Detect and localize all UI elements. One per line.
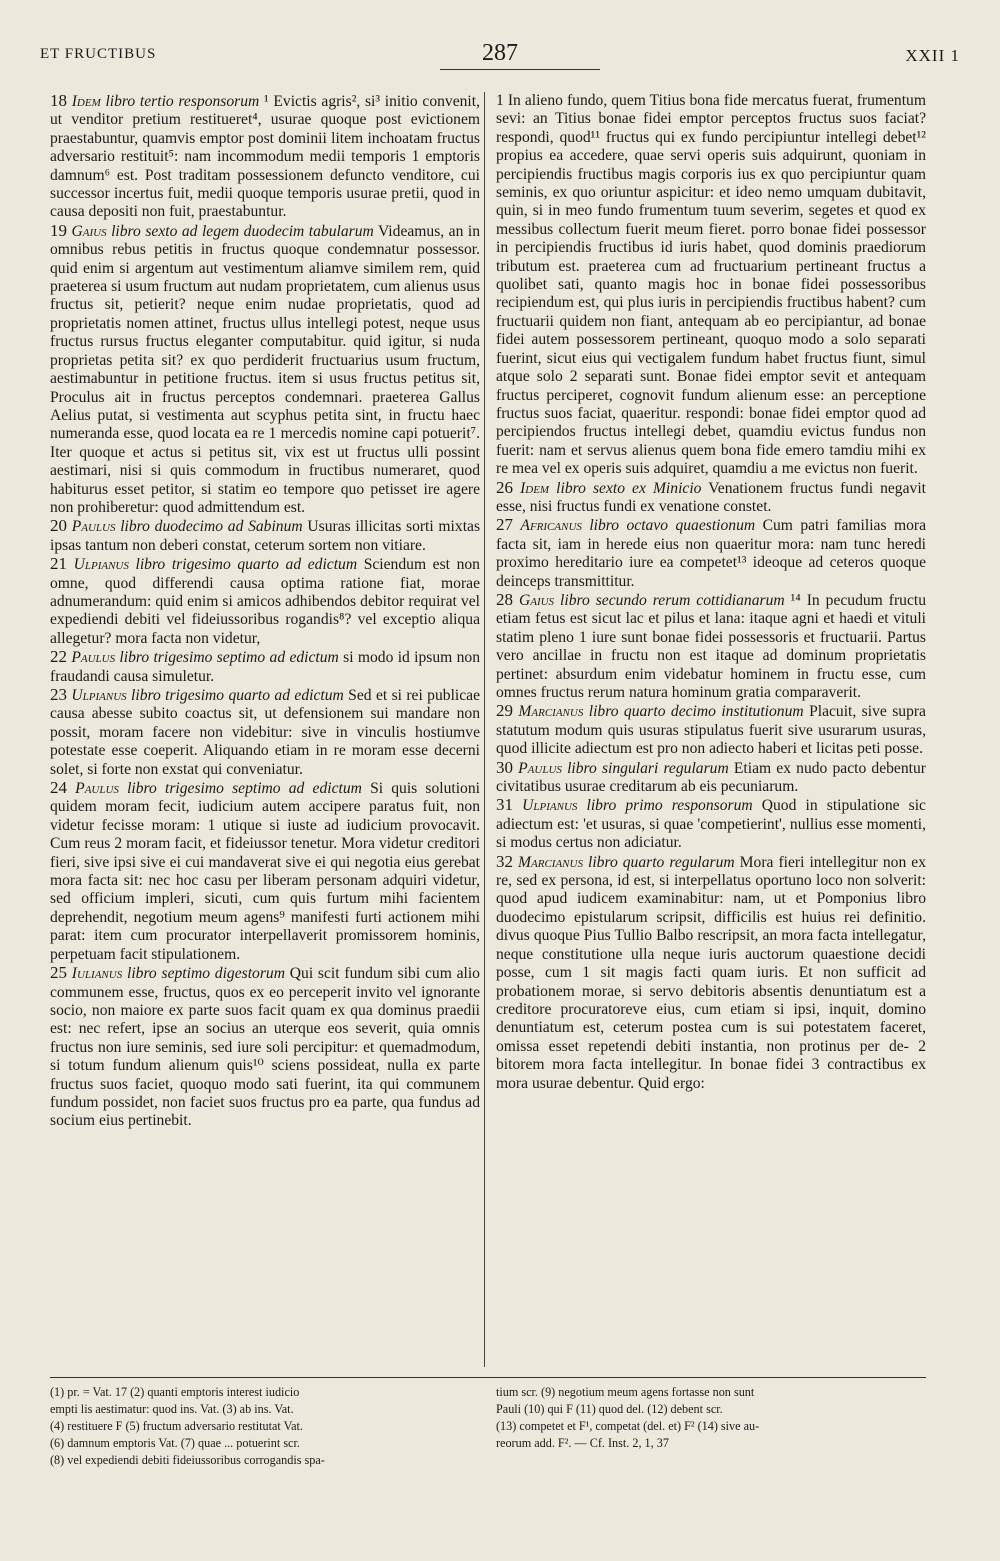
fragment-paragraph (50, 517, 480, 555)
fragment-paragraph (496, 516, 926, 591)
fragment-paragraph (50, 686, 480, 779)
fragment-paragraph (496, 853, 926, 1093)
jurist-name: Ulpianus (71, 687, 127, 704)
fragment-text: si modo id ipsum non fraudandi causa simuletur. (50, 649, 480, 685)
jurist-name: Iulianus (71, 965, 123, 983)
footnote-line: (6) damnum emptoris Vat. (7) quae ... potuerint scr. (50, 1436, 300, 1450)
footnote-line: (8) vel expediendi debiti fideiussoribus corrogandis spa- (50, 1453, 325, 1467)
footnote-line: Pauli (10) qui F (11) quod del. (12) debent scr. (496, 1402, 723, 1416)
inscription-source: libro sexto ad legem duodecim tabularum (111, 222, 374, 240)
fragment-paragraph (50, 92, 480, 222)
fragment-paragraph (50, 222, 480, 518)
fragment-paragraph (496, 702, 926, 758)
inscription-source: libro trigesimo septimo ad edictum (119, 649, 339, 667)
fragment-number: 20 (50, 516, 67, 536)
fragment-text: Qui scit fundum sibi cum alio communem esse, fructus, quos ex eo perceperit invito vel ignorante socio, non maiore ex parte suos facit quam ex qua dominus praedii est: nec refert, ipse an socius an uterque eos severit, quia omnis fructus non iure seminis, sed iure soli percipitur: et quemadmodum, si totum fundum alienum quis¹⁰ sciens possideat, nulla ex parte fructus suos faciet, quoquo modo sati fuerint, ita qui communem fundum possidet, non faciet suos fructus pro ea parte, qua fundus ad socium eius pertinebit. (50, 965, 480, 1130)
footnote-line: tium scr. (9) negotium meum agens fortasse non sunt (496, 1385, 755, 1399)
inscription-source: libro trigesimo quarto ad edictum (131, 687, 344, 704)
fragment-number: 31 (496, 795, 513, 815)
jurist-name: Idem (520, 479, 550, 497)
fragment-text: Usuras illicitas sorti mixtas ipsas tantum non deberi constat, ceterum sortem non vitiare. (50, 518, 481, 554)
jurist-name: Ulpianus (73, 556, 129, 574)
running-title: ET FRUCTIBUS (40, 46, 157, 62)
jurist-name: Gaius (71, 222, 107, 240)
inscription-source: libro primo responsorum (586, 797, 753, 815)
fragment-text: Quod in stipulatione sic adiectum est: 'et usuras, si quae 'competierint', nullius esse momenti, si modus certus non adiciatur. (496, 797, 926, 852)
footnotes-right (496, 1384, 926, 1452)
fragment-number: 18 (50, 91, 67, 110)
inscription-source: libro tertio responsorum (105, 93, 260, 110)
footnote-line: (13) competet et F¹, competat (del. et) F² (14) sive au- (496, 1419, 760, 1433)
inscription-source: libro octavo quaestionum (589, 517, 756, 535)
jurist-name: Gaius (518, 591, 555, 609)
fragment-text: Venationem fructus fundi negavit esse, nisi fructus fundi ex venatione constet. (496, 479, 926, 515)
fragment-number: 22 (50, 647, 67, 667)
inscription-source: libro septimo digestorum (126, 965, 285, 983)
footnotes-left (50, 1384, 472, 1469)
jurist-name: Paulus (71, 649, 116, 667)
footnote-line: (1) pr. = Vat. 17 (2) quanti emptoris interest iudicio (50, 1385, 300, 1399)
jurist-name: Marcianus (518, 703, 584, 721)
fragment-text: ¹ Evictis agris², si³ initio convenit, ut venditor pretium restitueret⁴, usurae quoque post evictionem praestabuntur, quamvis emptor post dominii litem inchoatam fructus adversario restituit⁵: nam incommodum medii temporis 1 emptoris damnum⁶ est. Post traditam possessionem defuncto venditore, cui successor incertus fuit, medii quoque temporis usurae pretii, quod in causa depositi non fuit, praestabuntur. (50, 93, 480, 221)
fragment-number: 30 (496, 757, 513, 777)
inscription-source: libro trigesimo septimo ad edictum (127, 780, 362, 798)
fragment-text: Cum patri familias mora facta sit, iam in herede eius non quaeritur mora: nam tunc heredi proximo hereditario iure ea competet¹³ ideoque ad ceteros quoque deinceps transmittitur. (496, 517, 926, 590)
fragment-paragraph (496, 92, 926, 479)
footnote-rule (50, 1377, 926, 1378)
inscription-source: libro singulari regularum (567, 759, 729, 777)
inscription-source: libro duodecimo ad Sabinum (120, 518, 303, 536)
fragment-text: ¹⁴ In pecudum fructu etiam fetus est sicut lac et pilus et lana: itaque agni et haedi et vituli statim pleno 1 iure sunt bonae fidei possessoris et fructuarii. Partus vero ancillae in fructu non est itaque ad dominum proprietatis pertinet: absurdum enim videbatur hominem in fructu esse, cum omnes fructus rerum natura hominum gratia comparaverit. (496, 591, 926, 701)
fragment-number: 29 (496, 701, 513, 721)
footnote-line: empti lis aestimatur: quod ins. Vat. (3) ab ins. Vat. (50, 1402, 294, 1416)
fragment-text: 1 In alieno fundo, quem Titius bona fide mercatus fuerat, frumentum sevi: an Titius bonae fidei emptor perceptos fructus suos faciat? respondi, quod¹¹ fructus qui ex fundo percipiuntur intellegi debet¹² propius ea accedere, quae servi operis suis adquirunt, quoniam in percipiendis fructibus magis corporis ius ex quo percipiuntur quam seminis, ex quo oriuntur aspicitur: et ideo nemo umquam dubitavit, quin, si in meo fundo frumentum tuum severim, segetes et quod ex messibus collectum fuerit meum fieret. porro bonae fidei possessor in percipiendis fructibus id iuris habet, quod dominis praediorum tributum est. praeterea cum ad fructuarium pertineant fructus a quolibet sati, quanto magis hoc in bonae fidei possessoribus recipiendum est, qui plus iuris in percipiendis fructibus habent? cum fructuarii quidem non fiant, antequam ab eo percipiantur, ad bonae fidei autem possessorem pertineant, quoquo modo a solo separati fuerint, sicut eius qui vectigalem fundum habet fructus fiunt, simul atque solo 2 separati sunt. Bonae fidei emptor sevit et antequam fructus perciperet, cognovit fundum alienum esse: an perceptione fructus suos faciat, quaeritur. respondi: bonae fidei emptor quod ad percipiendos fructus intellegi debet, quamdiu evictus fundus non fuerit: nam et servus alienus quem bona fide emero tamdiu mihi ex re mea vel ex operis suis adquiret, quamdiu a me evictus non fuerit. (496, 92, 926, 478)
fragment-paragraph (50, 779, 480, 964)
footnote-line: reorum add. F². — Cf. Inst. 2, 1, 37 (496, 1436, 669, 1450)
section-reference: XXII 1 (905, 46, 960, 65)
fragment-number: 25 (50, 963, 67, 983)
fragment-number: 26 (496, 477, 513, 497)
fragment-paragraph (496, 759, 926, 797)
jurist-name: Idem (71, 93, 101, 110)
fragment-number: 32 (496, 851, 513, 871)
fragment-number: 24 (50, 778, 67, 798)
fragment-number: 27 (496, 515, 513, 535)
fragment-number: 19 (50, 220, 67, 240)
fragment-paragraph (496, 796, 926, 852)
fragment-paragraph (50, 555, 480, 648)
fragment-text: Si quis solutioni quidem moram fecit, iudicium autem accipere paratus fuit, non videtur fecisse moram: 1 utique si iuste ad iudicium provocavit. Cum reus 2 moram facit, et fideiussor tenetur. Mora videtur creditori fieri, sive ipsi sive ei cui mandaverat sive ei qui negotia eius gerebat mora facta sit: nec hoc casu per liberam personam adquiri videtur, sed officium impleri, sicuti, cum quis furtum mihi facientem deprehendit, negotium meum agens⁹ manifesti furti actionem mihi parat: item cum procurator interpellaverit promissorem hominis, perpetuam facit stipulationem. (50, 780, 480, 963)
fragment-paragraph (496, 591, 926, 702)
inscription-source: libro quarto decimo institutionum (588, 703, 804, 721)
jurist-name: Paulus (75, 780, 119, 798)
right-column (496, 92, 926, 1093)
footnote-line: (4) restituere F (5) fructum adversario restitutat Vat. (50, 1419, 303, 1433)
inscription-source: libro quarto regularum (588, 853, 735, 871)
fragment-text: Mora fieri intellegitur non ex re, sed ex persona, id est, si interpellatus oportuno loco non solverit: quod apud iudicem examinabitur: nam, ut et Pomponius libro duodecimo epistularum scripsit, difficilis est huius rei definitio. divus quoque Pius Tullio Balbo rescripsit, an mora facta intellegatur, neque constitutione ulla neque iuris auctorum quaestione decidi posse, cum 1 sit magis facti quam iuris. Et non sufficit ad probationem morae, si servo debitoris absentis denuntiatum est a creditore procuratoreve eius, cum etiam si ipsi, inquit, domino denuntiatum est, ceterum postea cum is sui potestatem faceret, omissa esset repetendi debiti instantia, non protinus per de- 2 bitorem mora facta intellegitur. In bonae fidei 3 contractibus ex mora usurae debentur. Quid ergo: (496, 853, 927, 1092)
fragment-text: Etiam ex nudo pacto debentur civitatibus usurae creditarum ab eis pecuniarum. (496, 759, 926, 796)
jurist-name: Marcianus (518, 853, 583, 871)
fragment-number: 23 (50, 685, 67, 704)
fragment-number: 28 (496, 589, 513, 609)
page-header (40, 40, 960, 70)
fragment-text: Videamus, an in omnibus rebus petitis in fructus quoque condemnatur possessor. quid enim si argentum aut vestimentum aliamve similem rem, quid praeterea si usum fructum aut nudam proprietatem, cum alienus usus fructus sit, petierit? neque enim nudae proprietatis, quod ad proprietatis nomen attinet, fructus ullus intellegi potest, neque usus fructus rursus fructus eleganter computabitur. quid igitur, si nuda proprietas petita sit? ex quo perdiderit fructuarius usum fructum, aestimabuntur in petitione fructus. item si usus fructus petitus sit, Proculus ait in fructus perceptos condemnari. praeterea Gallus Aelius putat, si vestimenta aut scyphus petita sint, in fructu haec numeranda esse, quod locata ea re 1 mercedis nomine capi potuerit⁷. Iter quoque et actus si petitus sit, vix est ut fructus ulli possint aestimari, nisi si quis commodum in fructibus numeraret, quod habiturus esset petitor, si statim eo tempore quo petisset ire agere non prohiberetur: quod admittendum est. (50, 222, 480, 516)
inscription-source: libro trigesimo quarto ad edictum (135, 556, 358, 574)
fragment-paragraph (496, 479, 926, 517)
jurist-name: Paulus (518, 759, 562, 777)
column-divider (484, 92, 485, 1367)
fragment-number: 21 (50, 554, 67, 574)
header-rule (440, 69, 600, 70)
left-column (50, 92, 480, 1131)
page-number: 287 (482, 40, 518, 66)
fragment-text: Placuit, sive supra statutum modum quis usuras stipulatus fuerit sive usurarum usuras, quod illicite adiectum est pro non adiecto haberi et licitas peti posse. (496, 703, 926, 758)
fragment-text: Sciendum est non omne, quod differendi causa optima ratione fiat, morae adnumerandum: quid enim si amicos adhibendos debitor requirat vel expediendi debiti vel fideiussoribus rogandis⁸? vel exceptio aliqua allegetur? mora facta non videtur, (50, 556, 480, 647)
inscription-source: libro secundo rerum cottidianarum (560, 591, 785, 609)
jurist-name: Ulpianus (522, 797, 578, 815)
fragment-text: Sed et si rei publicae causa abesse subito coactus sit, ut defensionem sui mandare non possit, moram facere non videbitur: sive in vinculis hostiumve potestate esse coeperit. Aliquando etiam in re moram esse decerni solet, si forte non exstat qui conveniatur. (50, 687, 481, 778)
inscription-source: libro sexto ex Minicio (556, 479, 702, 497)
jurist-name: Paulus (71, 518, 116, 536)
fragment-paragraph (50, 648, 480, 686)
fragment-paragraph (50, 964, 480, 1131)
jurist-name: Africanus (520, 517, 582, 535)
